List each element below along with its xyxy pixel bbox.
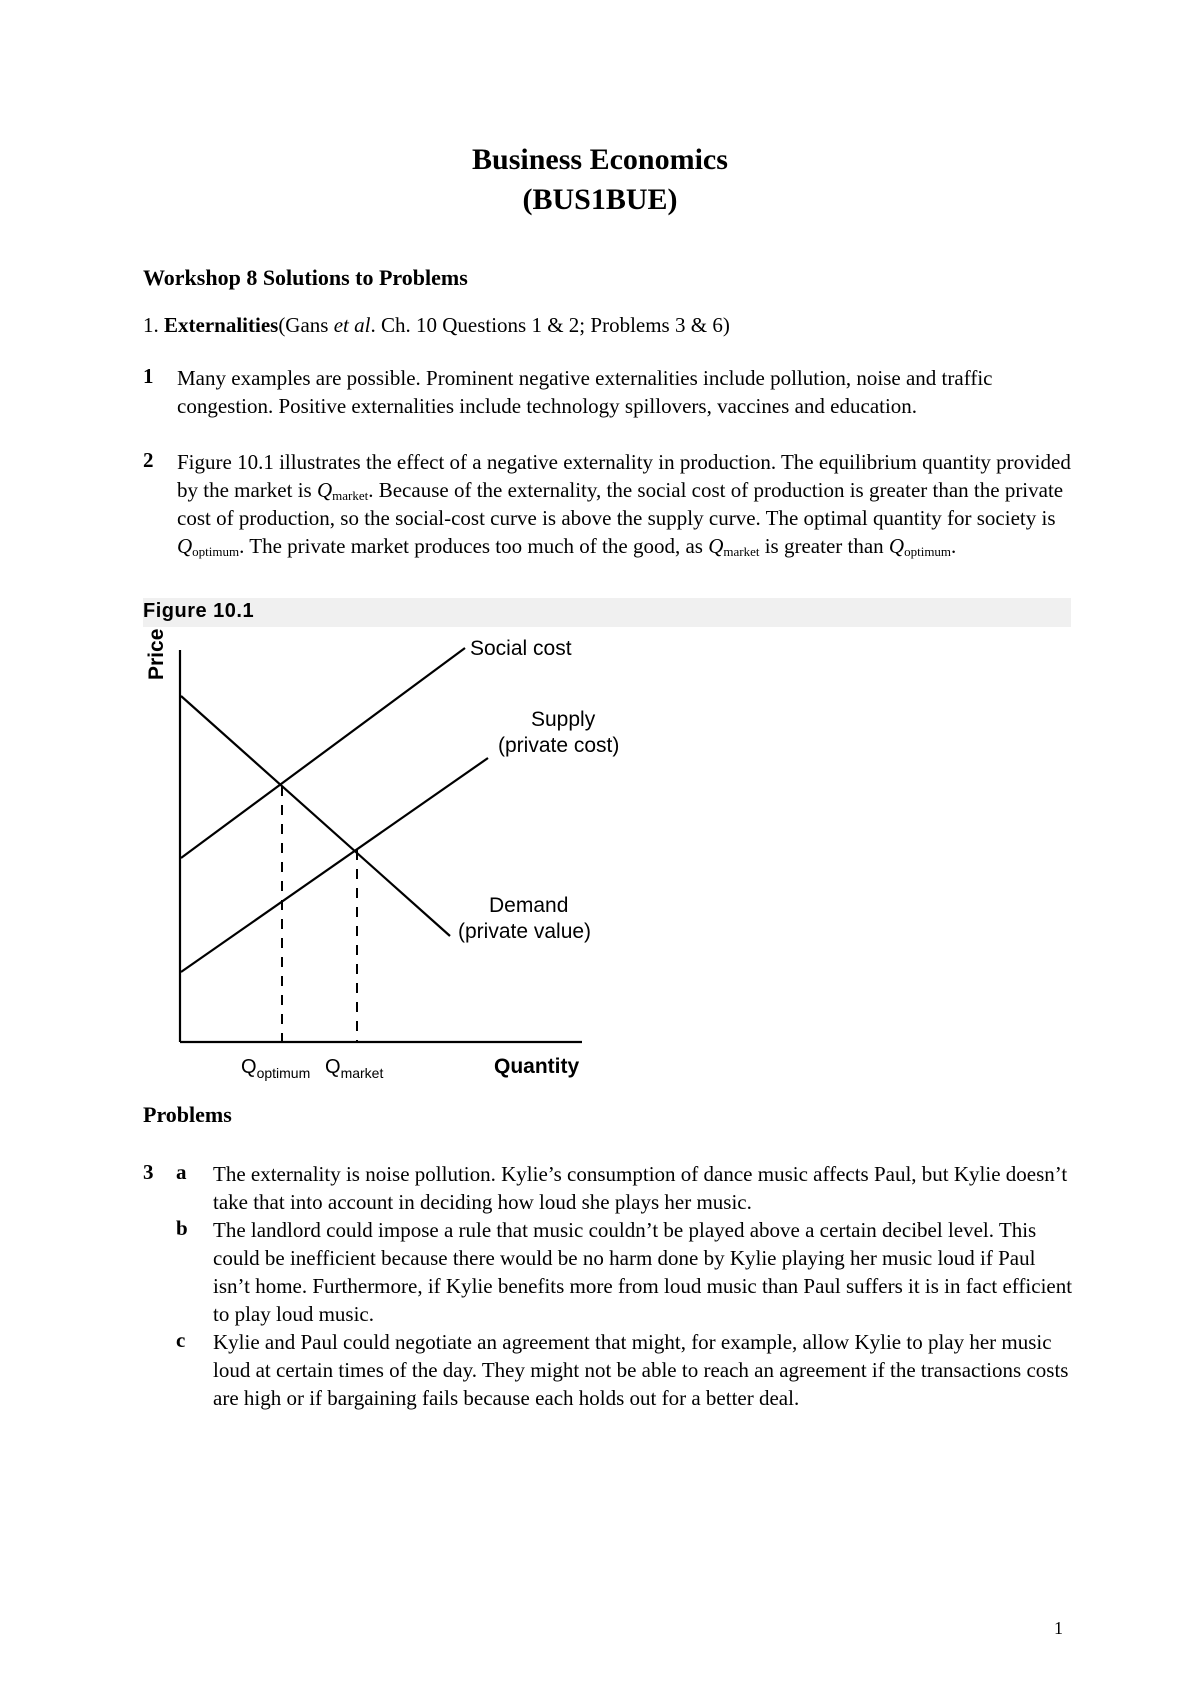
problem-part-text: The landlord could impose a rule that music couldn’t be played above a certain decibel level. This could be inefficient because there would be no harm done by Kylie playing her music loud if Paul isn’t home. Furthermore, if Kylie benefits more from loud music than Paul suffers it is in fact efficient to play loud music. <box>213 1218 1073 1326</box>
problem-part-letter: c <box>176 1328 186 1352</box>
document-title: Business Economics <box>472 143 728 176</box>
x-marker-label: $Q_{optimum}$ <box>241 1056 311 1081</box>
demand-curve <box>181 696 450 936</box>
x-axis-label: Quantity <box>494 1055 580 1078</box>
section-heading <box>143 311 730 339</box>
section-number: 1. <box>143 313 159 337</box>
answer-text: Many examples are possible. Prominent negative externalities include pollution, noise and traffic congestion. Positive externalities include technology spillovers, vaccines and education. <box>177 366 993 418</box>
title-block <box>0 140 1200 220</box>
course-code: (BUS1BUE) <box>522 183 678 216</box>
problem-part-letter: a <box>176 1160 187 1184</box>
curve-label: Social cost <box>470 637 572 660</box>
section-ref-pre: (Gans <box>278 313 334 337</box>
section-ref-post: . Ch. 10 Questions 1 & 2; Problems 3 & 6) <box>370 313 730 337</box>
page-number: 1 <box>1054 1618 1063 1638</box>
problem-part-letter: b <box>176 1216 188 1240</box>
x-marker-label: $Q_{market}$ <box>325 1056 384 1081</box>
answer-number: 2 <box>143 448 154 472</box>
workshop-heading: Workshop 8 Solutions to Problems <box>143 265 468 290</box>
problem-number: 3 <box>143 1160 154 1184</box>
problem-part-text: The externality is noise pollution. Kylie’s consumption of dance music affects Paul, but Kylie doesn’t take that into account in deciding how loud she plays her music. <box>213 1162 1068 1214</box>
answer-text: Figure 10.1 illustrates the effect of a negative externality in production. The equilibrium quantity provided by the market is $Q_{market}$. Because of the externality, the social cost of production is greater than the private cost of production, so the social-cost curve is above the supply curve. The optimal quantity for society is $Q_{optimum}$. The private market produces too much of the good, as $Q_{market}$ is greater than $Q_{optimum}$. <box>177 450 1071 559</box>
curve-label: Demand <box>489 894 569 917</box>
curve-label: Supply <box>531 708 596 731</box>
supply-curve <box>181 758 488 972</box>
y-axis-label: Price <box>145 628 168 680</box>
problems-heading: Problems <box>143 1102 232 1127</box>
problem-part-text: Kylie and Paul could negotiate an agreement that might, for example, allow Kylie to play her music loud at certain times of the day. They might not be able to reach an agreement if the transactions costs are high or if bargaining fails because each holds out for a better deal. <box>213 1330 1069 1410</box>
answer-number: 1 <box>143 364 154 388</box>
figure-label-bar <box>143 598 1071 627</box>
section-ref-etal: et al <box>333 313 371 337</box>
curve-label: (private cost) <box>498 734 620 757</box>
section-title: Externalities <box>164 313 279 337</box>
social-cost-curve <box>181 648 465 858</box>
curve-label: (private value) <box>458 920 592 943</box>
figure-label: Figure 10.1 <box>143 600 255 622</box>
